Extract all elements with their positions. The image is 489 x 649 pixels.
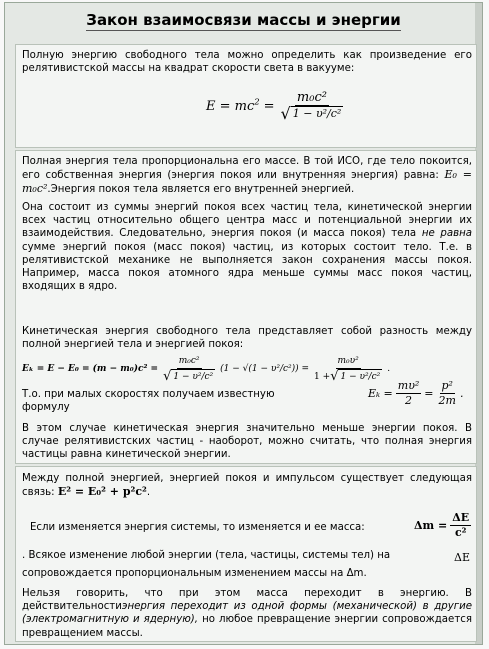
conversion-paragraph: Нельзя говорить, что при этом масса переходит в энергию. В действительностиэнергия переходит из одной формы (механической) в другие (электромагнитную и ядерную), но любое превращение энергии сопровождается превращением массы.	[22, 588, 472, 639]
section-total-energy	[15, 44, 477, 148]
mass-change-paragraph: Если изменяется энергия системы, то изменяется и ее масса:	[30, 522, 365, 533]
low-speed-paragraph: Т.о. при малых скоростях получаем известную формулу	[22, 389, 275, 414]
energy-change-paragraph: . Всякое изменение любой энергии (тела, частицы, системы тел) на	[22, 550, 391, 561]
section-energy-momentum	[15, 466, 477, 642]
composition-paragraph: Она состоит из суммы энергий покоя всех частиц тела, кинетической энергии всех частиц относительно общего центра масс и потенциальной энергии их взаимодействия. Следовательно, энергия покоя (и масса покоя) тела не равна сумме энергий покоя (масс покоя) частиц, из которых состоит тело. Т.е. в релятивистской механике не выполняется закон сохранения массы покоя. Например, масса покоя атомного ядра меньше суммы масс покоя частиц, входящих в ядро.	[22, 202, 472, 293]
rest-energy-paragraph: Полная энергия тела пропорциональна его массе. В той ИСО, где тело покоится, его собственная энергия (энергия покоя или внутренняя энергия) равна: E₀ = m₀c².Энергия покоя тела является его внутренней энергией.	[22, 156, 472, 196]
low-speed-formula: Eₖ = $\frac{\text{mυ²}}{2}$ = $\frac{\text{p²}}{2m}$ .	[368, 379, 464, 407]
section-energy-mass	[15, 150, 477, 464]
kinetic-paragraph: Кинетическая энергия свободного тела представляет собой разность между полной энергией тела и энергией покоя:	[22, 326, 472, 351]
energy-formula: $E = mc^2$ = m₀c² √ 1 − υ²/c²	[206, 90, 342, 123]
rest-energy-formula: E₀ = m₀c²	[22, 168, 472, 196]
kinetic-energy-formula: Eₖ = E − E₀ = (m − m₀)c² = m₀c² √ 1 − υ²/c² (1 − √(1 − υ²/c²)) = m₀υ² 1 + √ 1 − υ²/c² .	[22, 356, 391, 384]
relativistic-paragraph: В этом случае кинетическая энергия значительно меньше энергии покоя. В случае релятивистских частиц - наоборот, можно считать, что полная энергия частицы равна кинетической энергии.	[22, 423, 472, 461]
intro-paragraph: Полную энергию свободного тела можно определить как произведение его релятивистской массы на квадрат скорости света в вакууме:	[22, 50, 472, 75]
proportional-paragraph: сопровождается пропорциональным изменением массы на Δm.	[22, 568, 367, 579]
document-page	[4, 2, 483, 645]
delta-e-symbol: ΔE	[454, 551, 470, 564]
mass-change-formula: Δm = $\frac{\Delta E}{\text{c²}}$	[414, 511, 470, 539]
energy-momentum-formula: E² = E₀² + p²c²	[57, 485, 147, 499]
page-title: Закон взаимосвязи массы и энергии	[86, 11, 401, 29]
relation-paragraph: Между полной энергией, энергией покоя и импульсом существует следующая связь: E² = E₀² + p²c².	[22, 473, 472, 499]
